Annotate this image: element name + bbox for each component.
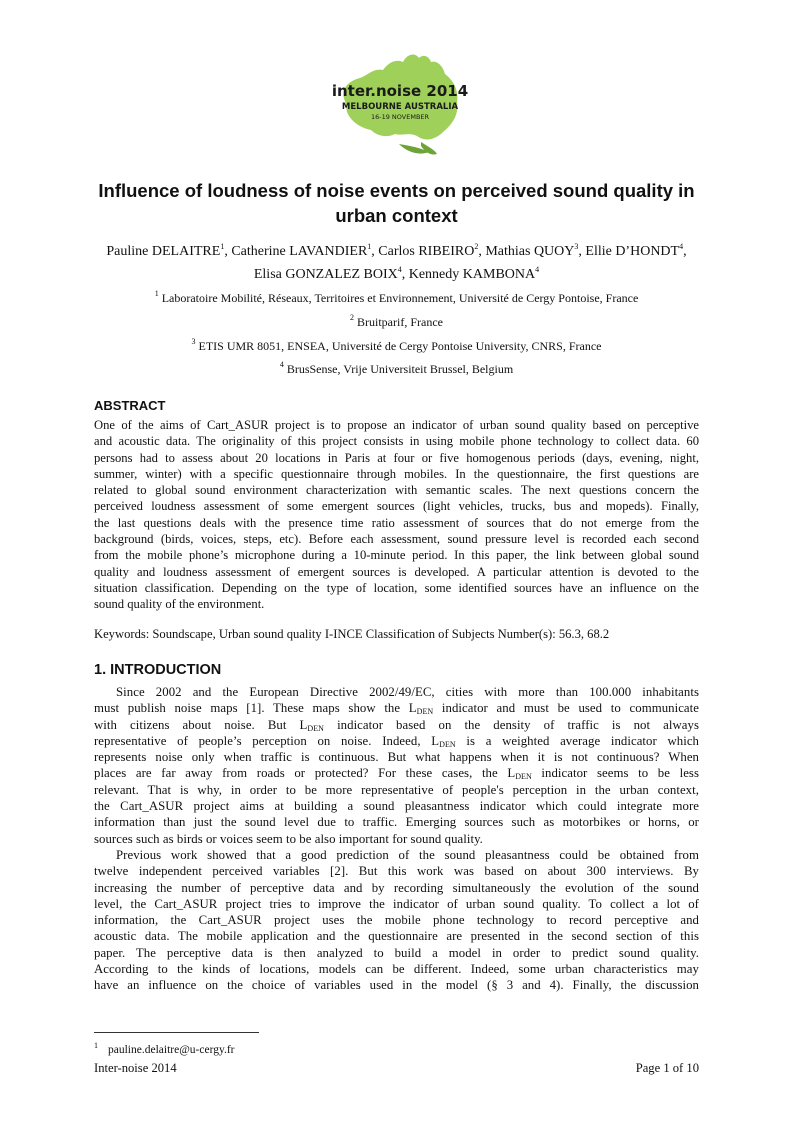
logo-text-line3: 16-19 NOVEMBER xyxy=(370,113,430,121)
text-line: from the mobile phone’s microphone during a 10-minute period. In this paper, the link between global sound xyxy=(94,548,699,563)
text-line xyxy=(94,733,699,749)
text-fragment: indicator seems to be less xyxy=(531,766,699,781)
title-line-1: Influence of loudness of noise events on perceived sound quality in xyxy=(98,180,695,201)
conference-logo xyxy=(325,46,475,161)
author-name: Pauline DELAITRE xyxy=(106,244,221,259)
text-fragment: indicator based on the density of traffic is not always xyxy=(324,717,699,732)
text-line: acoustic data. The mobile application and the questionnaire are presented in the second section of this xyxy=(94,929,699,944)
author-affiliation-mark: 4 xyxy=(679,242,684,251)
text-line: Previous work showed that a good prediction of the sound pleasantness could be obtained from xyxy=(116,847,699,862)
affiliation-text: ETIS UMR 8051, ENSEA, Université de Cergy Pontoise University, CNRS, France xyxy=(198,339,602,353)
australia-map-logo-icon xyxy=(325,46,475,161)
text-line: the Cart_ASUR project aims at building a sound pleasantness indicator which could integrate more xyxy=(94,799,699,814)
text-line: the last questions deals with the presence time ratio assessment of sources that do not emerge from the xyxy=(94,515,699,530)
text-line: persons had to assess about 20 locations in Paris at four or five homogenous periods (days, evening, night, xyxy=(94,450,699,465)
ldn-letter: L xyxy=(299,717,308,732)
author-name: Kennedy KAMBONA xyxy=(408,267,536,282)
paper-title xyxy=(60,178,733,228)
affiliation-mark: 3 xyxy=(191,337,196,346)
ldn-symbol xyxy=(409,701,433,715)
introduction-heading: 1. INTRODUCTION xyxy=(94,662,222,678)
text-line: quality and loudness assessment of emergent sources is developed. A particular attention is devoted to the xyxy=(94,564,699,579)
ldn-subscript: DEN xyxy=(439,739,456,749)
text-line: and acoustic data. The originality of this project consists in using mobile phone technology to collect data. 60 xyxy=(94,434,699,449)
author-affiliation-mark: 4 xyxy=(397,265,402,274)
author-name: Mathias QUOY xyxy=(485,244,575,259)
author-affiliation-mark: 2 xyxy=(474,242,479,251)
ldn-symbol xyxy=(300,718,324,732)
text-line: One of the aims of Cart_ASUR project is to propose an indicator of urban sound quality based on perceptive xyxy=(94,418,699,432)
author-name: Carlos RIBEIRO xyxy=(378,244,475,259)
ldn-subscript: DEN xyxy=(515,772,532,782)
text-line: background (birds, voices, steps, etc). Before each assessment, sound pressure level is recorded each second xyxy=(94,532,699,547)
ldn-symbol xyxy=(431,734,455,748)
author-affiliation-mark: 3 xyxy=(574,242,579,251)
author-affiliation-mark: 4 xyxy=(535,265,540,274)
affiliation-3 xyxy=(60,338,733,354)
text-line: information, the Cart_ASUR project uses the mobile phone technology to record perceptive and xyxy=(94,913,699,928)
affiliation-2 xyxy=(60,314,733,330)
text-line: increasing the number of perceptive data and by recording simultaneously the evolution of the sound xyxy=(94,880,699,895)
text-line xyxy=(94,717,699,733)
affiliation-text: Bruitparif, France xyxy=(357,315,443,329)
text-line: have an influence on the choice of variables used in the model (§ 3 and 4). Finally, the discussion xyxy=(94,978,699,993)
text-line: paper. The perceptive data is then analyzed to build a model in order to predict sound quality. xyxy=(94,945,699,960)
text-line: level, the Cart_ASUR project tries to improve the indicator of urban sound quality. To collect a lot of xyxy=(94,896,699,911)
author-name: Ellie D’HONDT xyxy=(585,244,680,259)
text-line xyxy=(94,765,699,781)
ldn-letter: L xyxy=(431,733,440,748)
footnote-divider xyxy=(94,1032,259,1033)
ldn-symbol xyxy=(507,766,531,780)
text-line: perceived loudness assessment of some emergent sources (light vehicles, trucks, bus and mopeds). Finally, xyxy=(94,499,699,514)
text-line: represents noise only when traffic is continuous. But what happens when it is not continuous? When xyxy=(94,750,699,765)
author-affiliation-mark: 1 xyxy=(367,242,372,251)
introduction-body xyxy=(94,684,699,994)
affiliation-mark: 4 xyxy=(279,360,284,369)
text-line xyxy=(94,700,699,716)
text-line: Since 2002 and the European Directive 2002/49/EC, cities with more than 100.000 inhabitants xyxy=(116,685,699,699)
affiliation-text: BrusSense, Vrije Universiteit Brussel, Belgium xyxy=(286,362,514,376)
author-list: Pauline DELAITRE$^1$, Catherine LAVANDIER$^1$, Carlos RIBEIRO$^2$, Mathias QUOY$^3$, Ellie D’HONDT$^4$, Elisa GONZALEZ BOIX$^4$, Kennedy KAMBONA$^4$ xyxy=(106,242,687,282)
footer-page-number: Page 1 of 10 xyxy=(635,1061,699,1075)
text-fragment: with citizens about noise. But xyxy=(94,717,300,732)
abstract-body xyxy=(94,417,699,613)
title-line-2: urban context xyxy=(335,205,458,226)
affiliation-mark: 2 xyxy=(350,313,355,322)
text-line: information than just the sound level due to traffic. Emerging sources such as motorbikes or horns, or xyxy=(94,815,699,830)
text-fragment: indicator and must be used to communicate xyxy=(433,701,699,716)
footer-conference: Inter-noise 2014 xyxy=(94,1061,177,1075)
text-line: sources such as birds or voices seem to be also important for sound quality. xyxy=(94,831,483,846)
ldn-letter: L xyxy=(408,701,417,716)
text-line: According to the kinds of locations, models can be different. Indeed, some urban characteristics may xyxy=(94,962,699,977)
affiliation-text: Laboratoire Mobilité, Réseaux, Territoires et Environnement, Université de Cergy Pontoise, France xyxy=(161,291,639,305)
text-fragment: places are far away from roads or protected? For these cases, the xyxy=(94,766,508,781)
logo-text-line1: inter.noise 2014 xyxy=(331,82,469,100)
text-line: twelve independent perceived variables [2]. But this work was based on about 300 interviews. By xyxy=(94,864,699,879)
text-line: situation classification. Depending on the type of location, some identified sources have an influence on the xyxy=(94,580,699,595)
author-name: Catherine LAVANDIER xyxy=(231,244,368,259)
ldn-letter: L xyxy=(507,766,516,781)
text-fragment: representative of people’s perception on noise. Indeed, xyxy=(94,733,432,748)
ldn-subscript: DEN xyxy=(416,707,434,717)
footnote-mark: 1 xyxy=(94,1041,98,1050)
keywords-line: Keywords: Soundscape, Urban sound quality I-INCE Classification of Subjects Number(s): 56.3, 68.2 xyxy=(94,627,610,641)
text-line: relevant. That is why, in order to be more representative of people's perception in the urban context, xyxy=(94,782,699,797)
affiliation-mark: 1 xyxy=(154,289,159,298)
text-line: sound quality of the environment. xyxy=(94,597,265,612)
ldn-subscript: DEN xyxy=(307,723,325,733)
text-line: summer, winter) with a specific questionnaire through mobiles. In the questionnaire, the first questions are xyxy=(94,466,699,481)
footnote-email: pauline.delaitre@u-cergy.fr xyxy=(108,1044,235,1056)
logo-text-line2: MELBOURNE AUSTRALIA xyxy=(341,102,459,112)
text-line: related to global sound environment characterization with semantic scales. The next questions concern the xyxy=(94,483,699,498)
author-name: Elisa GONZALEZ BOIX xyxy=(253,267,398,282)
author-affiliation-mark: 1 xyxy=(220,242,225,251)
text-fragment: must publish noise maps [1]. These maps show the xyxy=(94,701,409,716)
text-fragment: is a weighted average indicator which xyxy=(455,733,699,748)
footnote xyxy=(94,1041,235,1056)
abstract-heading: ABSTRACT xyxy=(94,398,166,413)
affiliation-1 xyxy=(60,290,733,306)
affiliation-4 xyxy=(60,361,733,377)
